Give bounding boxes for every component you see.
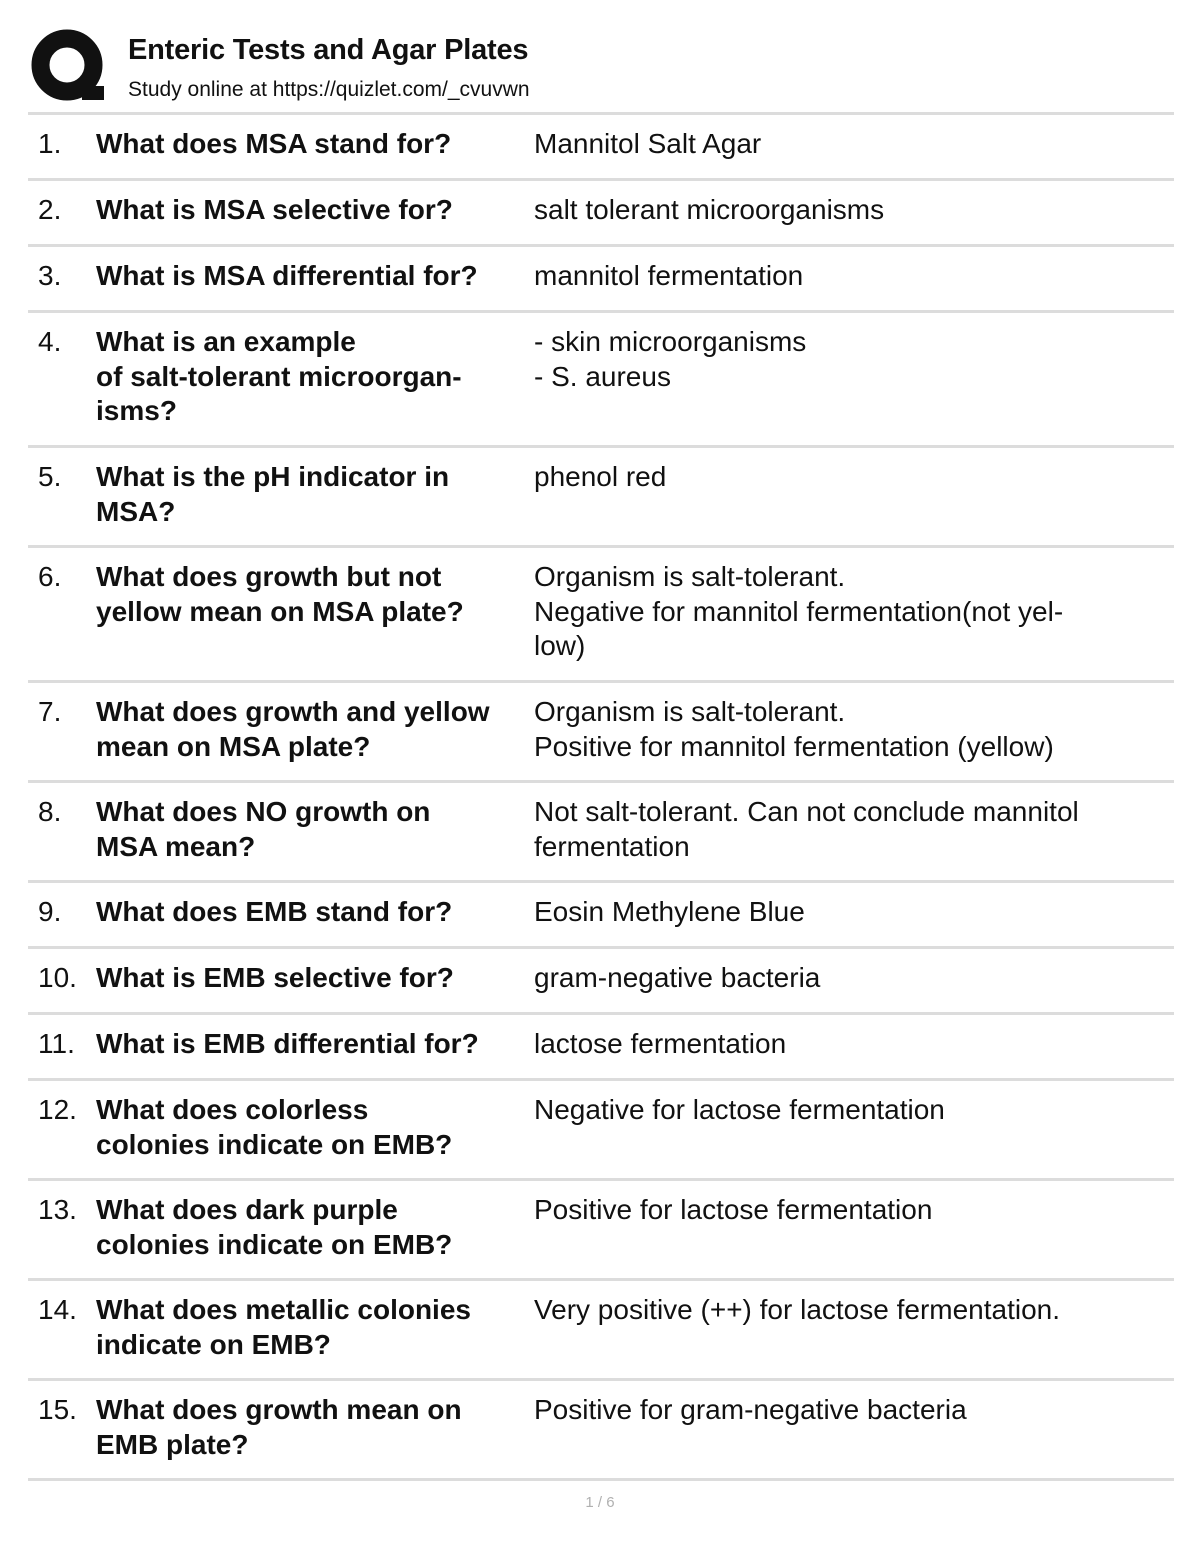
card-definition: Organism is salt-tolerant. Positive for mannitol fermentation (yellow) [534, 696, 1054, 762]
card-term: What is MSA selective for? [96, 194, 453, 225]
card-definition: gram-negative bacteria [534, 962, 821, 993]
card-number: 10. [38, 962, 77, 993]
card-definition: Eosin Methylene Blue [534, 896, 805, 927]
flashcard-row [28, 548, 1174, 683]
card-number: 3. [38, 260, 62, 291]
card-number: 5. [38, 461, 62, 492]
card-number: 4. [38, 326, 62, 357]
card-number: 11. [38, 1028, 75, 1059]
card-definition: Negative for lactose fermentation [534, 1094, 945, 1125]
card-term: What is EMB selective for? [96, 962, 454, 993]
flashcard-row [28, 115, 1174, 181]
flashcard-row [28, 1381, 1174, 1481]
document-header [30, 28, 1172, 108]
card-term: What does dark purple colonies indicate on EMB? [96, 1194, 453, 1260]
flashcard-row [28, 1081, 1174, 1181]
flashcard-row [28, 783, 1174, 883]
card-term: What does metallic colonies indicate on EMB? [96, 1294, 471, 1360]
card-definition: mannitol fermentation [534, 260, 804, 291]
card-definition: Very positive (++) for lactose fermentation. [534, 1294, 1061, 1325]
card-definition: Not salt-tolerant. Can not conclude mannitol fermentation [534, 796, 1079, 862]
flashcard-row [28, 1015, 1174, 1081]
flashcard-row [28, 1281, 1174, 1381]
page-number: 1 / 6 [585, 1494, 615, 1511]
card-definition: lactose fermentation [534, 1028, 787, 1059]
flashcard-row [28, 448, 1174, 548]
card-definition: Positive for lactose fermentation [534, 1194, 933, 1225]
card-term: What does growth mean on EMB plate? [96, 1394, 462, 1460]
card-definition: Organism is salt-tolerant. Negative for mannitol fermentation(not yel- low) [534, 561, 1064, 661]
card-number: 12. [38, 1094, 77, 1125]
card-term: What does EMB stand for? [96, 896, 453, 927]
study-online-link[interactable]: Study online at https://quizlet.com/_cvuvwn [128, 78, 530, 101]
document-title: Enteric Tests and Agar Plates [128, 34, 529, 66]
card-number: 14. [38, 1294, 77, 1325]
flashcard-row [28, 247, 1174, 313]
flashcard-row [28, 181, 1174, 247]
card-number: 8. [38, 796, 62, 827]
card-term: What does growth but not yellow mean on MSA plate? [96, 561, 464, 627]
card-number: 2. [38, 194, 62, 225]
card-term: What is EMB differential for? [96, 1028, 479, 1059]
flashcard-list [28, 112, 1174, 1481]
flashcard-row [28, 313, 1174, 448]
card-number: 6. [38, 561, 62, 592]
card-term: What does NO growth on MSA mean? [96, 796, 431, 862]
card-definition: phenol red [534, 461, 667, 492]
card-definition: - skin microorganisms - S. aureus [534, 326, 807, 392]
card-number: 9. [38, 896, 62, 927]
card-term: What does MSA stand for? [96, 128, 452, 159]
card-term: What is an example of salt-tolerant microorgan- isms? [96, 326, 462, 426]
flashcard-row [28, 883, 1174, 949]
card-number: 7. [38, 696, 62, 727]
card-number: 13. [38, 1194, 77, 1225]
flashcard-row [28, 683, 1174, 783]
card-number: 15. [38, 1394, 77, 1425]
flashcard-row [28, 1181, 1174, 1281]
card-term: What does colorless colonies indicate on EMB? [96, 1094, 453, 1160]
card-definition: salt tolerant microorganisms [534, 194, 885, 225]
card-term: What is the pH indicator in MSA? [96, 461, 450, 527]
card-number: 1. [38, 128, 62, 159]
card-term: What does growth and yellow mean on MSA plate? [96, 696, 490, 762]
card-definition: Positive for gram-negative bacteria [534, 1394, 967, 1425]
flashcard-row [28, 949, 1174, 1015]
card-term: What is MSA differential for? [96, 260, 478, 291]
quizlet-logo-icon [30, 28, 106, 104]
card-definition: Mannitol Salt Agar [534, 128, 762, 159]
